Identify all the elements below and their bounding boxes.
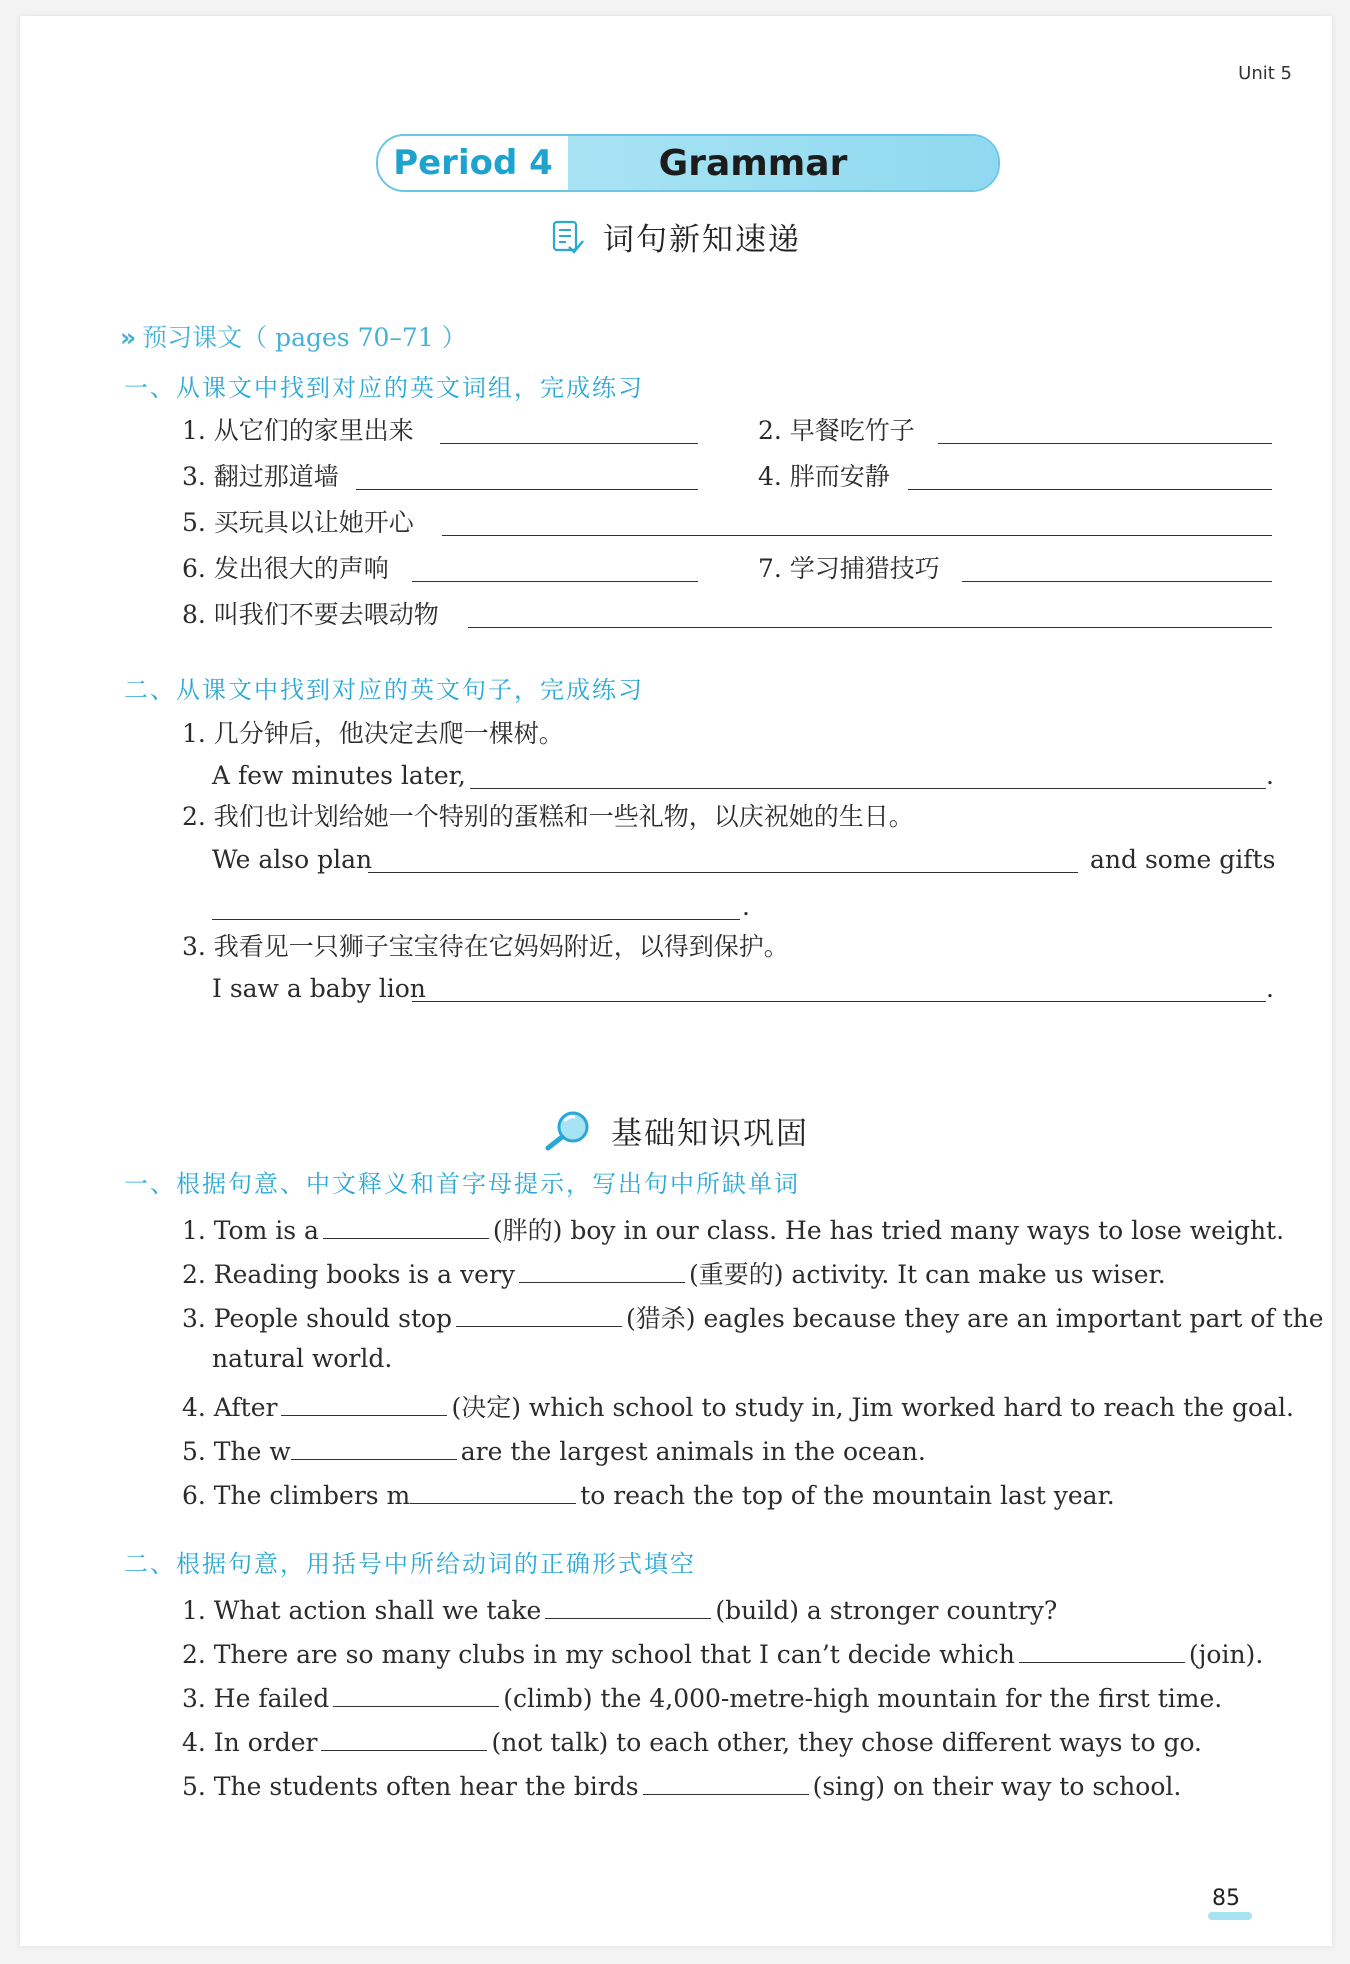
answer-blank[interactable] (545, 1592, 711, 1619)
english-prompt: A few minutes later, (212, 761, 466, 790)
english-prompt: I saw a baby lion (212, 974, 426, 1003)
section-title-text: 基础知识巩固 (611, 1116, 809, 1152)
exercise-item: 6. The climbers m to reach the top of the mountain last year. (182, 1477, 1115, 1511)
double-chevron-icon: » (120, 323, 137, 352)
answer-blank[interactable] (938, 443, 1272, 444)
page-number-underline (1208, 1912, 1252, 1920)
list-item: 6. 发出很大的声响 (182, 554, 389, 583)
exercise-item: 3. People should stop (猎杀) eagles because they are an important part of the (182, 1300, 1324, 1334)
topic-label: Grammar (568, 136, 998, 190)
magnifier-icon (543, 1110, 593, 1152)
notebook-icon (551, 219, 585, 255)
period-banner (376, 134, 1000, 192)
word-fill-heading: 一、根据句意、中文释义和首字母提示，写出句中所缺单词 (124, 1170, 800, 1198)
list-item: 1. 从它们的家里出来 (182, 416, 414, 445)
preview-line (120, 318, 467, 354)
chinese-sentence: 1. 几分钟后，他决定去爬一棵树。 (182, 719, 564, 748)
answer-blank[interactable] (356, 489, 698, 490)
exercise-item: 2. There are so many clubs in my school that I can’t decide which (join). (182, 1636, 1263, 1670)
exercise-item: 2. Reading books is a very (重要的) activity. It can make us wiser. (182, 1256, 1166, 1290)
english-prompt: We also plan (212, 845, 373, 874)
answer-blank[interactable] (281, 1389, 447, 1416)
list-item: 7. 学习捕猎技巧 (758, 554, 940, 583)
list-item: 4. 胖而安静 (758, 462, 890, 491)
sentence-end: . (1266, 974, 1274, 1003)
answer-blank[interactable] (333, 1680, 499, 1707)
section-title-basics (20, 1108, 1332, 1153)
exercise-item: 5. The w are the largest animals in the ocean. (182, 1433, 926, 1467)
answer-blank[interactable] (456, 1300, 622, 1327)
answer-blank[interactable] (962, 581, 1272, 582)
answer-blank[interactable] (412, 581, 698, 582)
period-label: Period 4 (393, 143, 553, 183)
answer-blank[interactable] (643, 1768, 809, 1795)
answer-blank[interactable] (519, 1256, 685, 1283)
exercise-item-continued: natural world. (212, 1344, 393, 1373)
exercise-item: 4. After (决定) which school to study in, Jim worked hard to reach the goal. (182, 1389, 1294, 1423)
section-title-text: 词句新知速递 (603, 222, 801, 258)
answer-blank[interactable] (368, 872, 1078, 873)
verb-form-heading: 二、根据句意，用括号中所给动词的正确形式填空 (124, 1550, 696, 1578)
list-item: 3. 翻过那道墙 (182, 462, 339, 491)
unit-label: Unit 5 (1238, 63, 1292, 84)
exercise-item: 5. The students often hear the birds (sing) on their way to school. (182, 1768, 1181, 1802)
sentence-heading: 二、从课文中找到对应的英文句子，完成练习 (124, 676, 644, 704)
answer-blank[interactable] (442, 535, 1272, 536)
page-number: 85 (1212, 1886, 1240, 1911)
list-item: 8. 叫我们不要去喂动物 (182, 600, 439, 629)
sentence-end: . (1266, 761, 1274, 790)
vocab-heading: 一、从课文中找到对应的英文词组，完成练习 (124, 374, 644, 402)
preview-text: 预习课文（ pages 70–71 ） (142, 323, 467, 352)
answer-blank[interactable] (468, 627, 1272, 628)
english-continuation: and some gifts (1090, 845, 1276, 874)
exercise-item: 3. He failed (climb) the 4,000-metre-high mountain for the first time. (182, 1680, 1222, 1714)
worksheet-page (20, 16, 1332, 1946)
answer-blank[interactable] (212, 919, 740, 920)
answer-blank[interactable] (291, 1433, 457, 1460)
section-title-vocab (20, 214, 1332, 259)
answer-blank[interactable] (321, 1724, 487, 1751)
exercise-item: 4. In order (not talk) to each other, they chose different ways to go. (182, 1724, 1202, 1758)
answer-blank[interactable] (1019, 1636, 1185, 1663)
answer-blank[interactable] (470, 788, 1266, 789)
exercise-item: 1. What action shall we take (build) a stronger country? (182, 1592, 1057, 1626)
list-item: 5. 买玩具以让她开心 (182, 508, 414, 537)
exercise-item: 1. Tom is a (胖的) boy in our class. He has tried many ways to lose weight. (182, 1212, 1284, 1246)
chinese-sentence: 3. 我看见一只狮子宝宝待在它妈妈附近，以得到保护。 (182, 932, 789, 961)
answer-blank[interactable] (412, 1001, 1266, 1002)
sentence-end: . (742, 892, 750, 921)
list-item: 2. 早餐吃竹子 (758, 416, 915, 445)
answer-blank[interactable] (410, 1477, 576, 1504)
answer-blank[interactable] (440, 443, 698, 444)
answer-blank[interactable] (323, 1212, 489, 1239)
chinese-sentence: 2. 我们也计划给她一个特别的蛋糕和一些礼物，以庆祝她的生日。 (182, 802, 914, 831)
answer-blank[interactable] (908, 489, 1272, 490)
